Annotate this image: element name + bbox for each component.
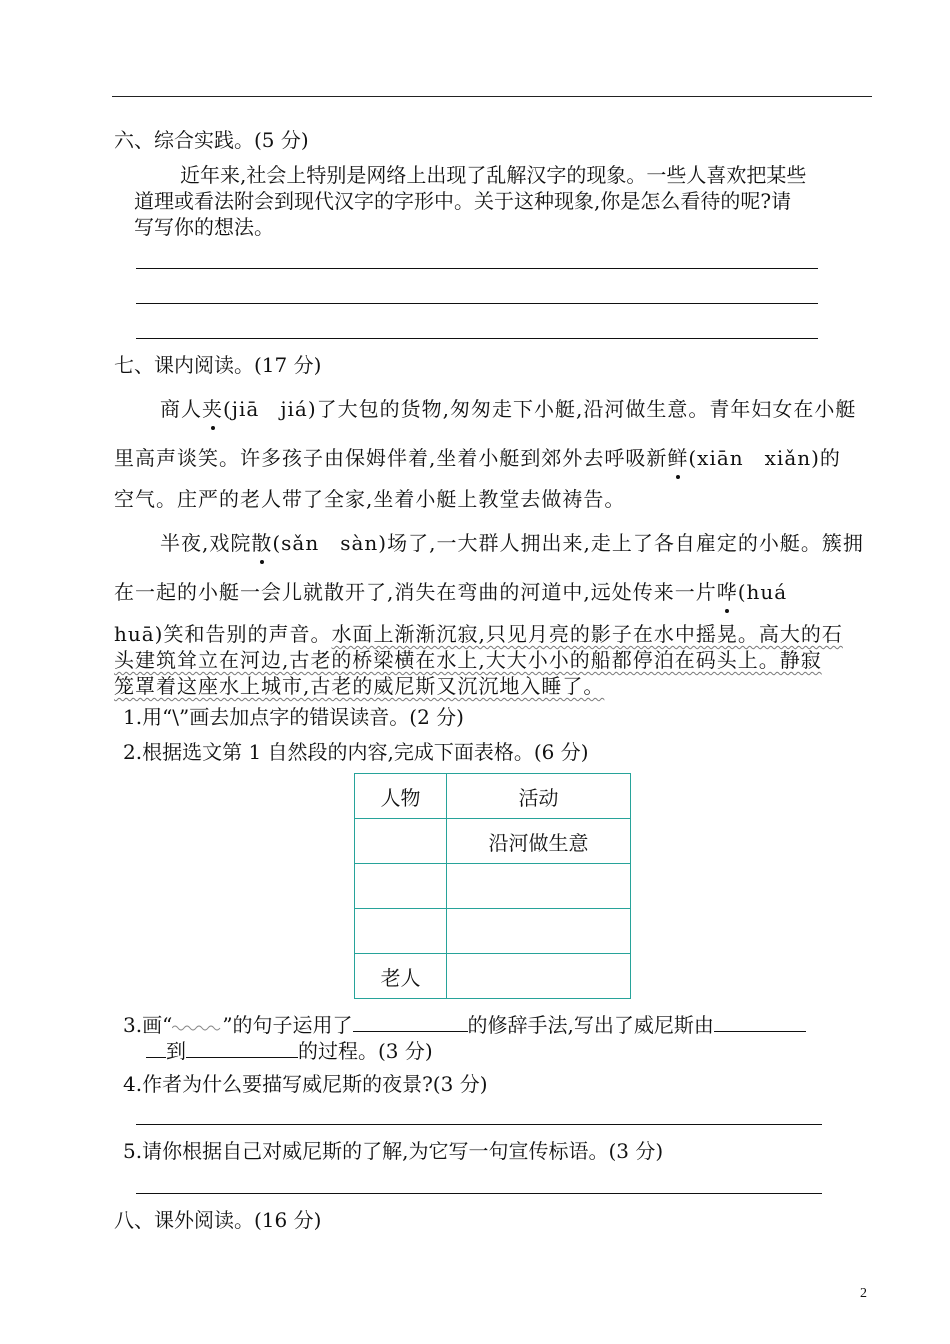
passage-text: huā)笑和告别的声音。 bbox=[114, 622, 332, 646]
passage-text: (jiā jiá)了大包的货物,匆匆走下小艇,沿河做生意。青年妇女在小艇 bbox=[223, 397, 857, 421]
table-header-cell: 活动 bbox=[447, 774, 631, 819]
question-4: 4.作者为什么要描写威尼斯的夜景?(3 分) bbox=[123, 1072, 488, 1096]
answer-line[interactable] bbox=[136, 338, 818, 339]
question-3-line-2 bbox=[146, 1035, 433, 1065]
table-row bbox=[355, 819, 631, 864]
fill-blank-rhetoric[interactable] bbox=[353, 1009, 468, 1032]
table-row bbox=[355, 909, 631, 954]
passage-text: (xiān xiǎn)的 bbox=[688, 446, 841, 470]
question-text: ”的句子运用了 bbox=[222, 1013, 353, 1037]
dotted-character: 鲜 bbox=[667, 446, 689, 470]
table-cell-input[interactable] bbox=[447, 864, 631, 909]
passage-text: (huá bbox=[737, 580, 788, 604]
passage-text: 里高声谈笑。许多孩子由保姆伴着,坐着小艇到郊外去呼吸新 bbox=[114, 446, 668, 470]
wavy-underlined-sentence: 头建筑耸立在河边,古老的桥梁横在水上,大大小小的船都停泊在码头上。静寂 bbox=[114, 648, 822, 672]
passage-paragraph-2-line-1 bbox=[160, 529, 864, 557]
dotted-character: 哗 bbox=[716, 580, 738, 604]
passage-text: 半夜,戏院 bbox=[160, 531, 252, 555]
table-cell-input[interactable] bbox=[447, 954, 631, 999]
section-6-paragraph-line-2: 道理或看法附会到现代汉字的字形中。关于这种现象,你是怎么看待的呢?请 bbox=[134, 189, 792, 213]
section-8-heading: 八、课外阅读。(16 分) bbox=[114, 1208, 322, 1232]
section-6-heading: 六、综合实践。(5 分) bbox=[114, 128, 309, 152]
question-5: 5.请你根据自己对威尼斯的了解,为它写一句宣传标语。(3 分) bbox=[123, 1139, 664, 1163]
wavy-underlined-sentence: 水面上渐渐沉寂,只见月亮的影子在水中摇晃。高大的石 bbox=[331, 622, 843, 646]
passage-text: (sǎn sàn)场了,一大群人拥出来,走上了各自雇定的小艇。簇拥 bbox=[272, 531, 864, 555]
passage-paragraph-2-line-4 bbox=[114, 646, 822, 674]
top-rule bbox=[112, 96, 872, 97]
question-text: 的修辞手法,写出了威尼斯由 bbox=[467, 1013, 714, 1037]
answer-line[interactable] bbox=[136, 1193, 822, 1194]
passage-paragraph-1-line-1 bbox=[160, 395, 856, 423]
fill-blank-to[interactable] bbox=[186, 1035, 298, 1058]
table-header-cell: 人物 bbox=[355, 774, 447, 819]
answer-line[interactable] bbox=[136, 268, 818, 269]
answer-line[interactable] bbox=[136, 303, 818, 304]
passage-text: 商人 bbox=[160, 397, 202, 421]
table-cell-input[interactable] bbox=[355, 909, 447, 954]
activity-table bbox=[354, 773, 631, 999]
section-6-paragraph-line-3: 写写你的想法。 bbox=[134, 215, 274, 239]
section-7-heading: 七、课内阅读。(17 分) bbox=[114, 353, 322, 377]
wavy-underlined-sentence: 笼罩着这座水上城市,古老的威尼斯又沉沉地入睡了。 bbox=[114, 674, 605, 698]
table-header-row bbox=[355, 774, 631, 819]
dotted-character: 散 bbox=[251, 531, 273, 555]
passage-text: 在一起的小艇一会儿就散开了,消失在弯曲的河道中,远处传来一片 bbox=[114, 580, 717, 604]
question-1: 1.用“\”画去加点字的错误读音。(2 分) bbox=[123, 705, 464, 729]
table-cell-input[interactable] bbox=[355, 819, 447, 864]
passage-paragraph-2-line-5 bbox=[114, 672, 604, 700]
question-text: 到 bbox=[166, 1039, 186, 1063]
dotted-character: 夹 bbox=[202, 397, 223, 421]
passage-paragraph-2-line-2 bbox=[114, 578, 787, 606]
table-cell: 沿河做生意 bbox=[447, 819, 631, 864]
table-row bbox=[355, 864, 631, 909]
question-text: 3.画“ bbox=[123, 1013, 173, 1037]
fill-blank-from[interactable] bbox=[714, 1009, 806, 1032]
page-number: 2 bbox=[860, 1286, 867, 1301]
wavy-line-sample-icon bbox=[172, 1022, 222, 1032]
table-cell-input[interactable] bbox=[447, 909, 631, 954]
fill-blank-from-continued[interactable] bbox=[146, 1035, 166, 1058]
question-text: 的过程。(3 分) bbox=[298, 1039, 433, 1063]
table-cell-input[interactable] bbox=[355, 864, 447, 909]
answer-line[interactable] bbox=[136, 1124, 822, 1125]
question-2: 2.根据选文第 1 自然段的内容,完成下面表格。(6 分) bbox=[123, 740, 589, 764]
table-row bbox=[355, 954, 631, 999]
passage-paragraph-1-line-2 bbox=[114, 444, 841, 472]
table-cell: 老人 bbox=[355, 954, 447, 999]
passage-paragraph-2-line-3 bbox=[114, 620, 843, 648]
passage-paragraph-1-line-3: 空气。庄严的老人带了全家,坐着小艇上教堂去做祷告。 bbox=[114, 487, 626, 511]
section-6-paragraph-line-1: 近年来,社会上特别是网络上出现了乱解汉字的现象。一些人喜欢把某些 bbox=[180, 163, 807, 187]
